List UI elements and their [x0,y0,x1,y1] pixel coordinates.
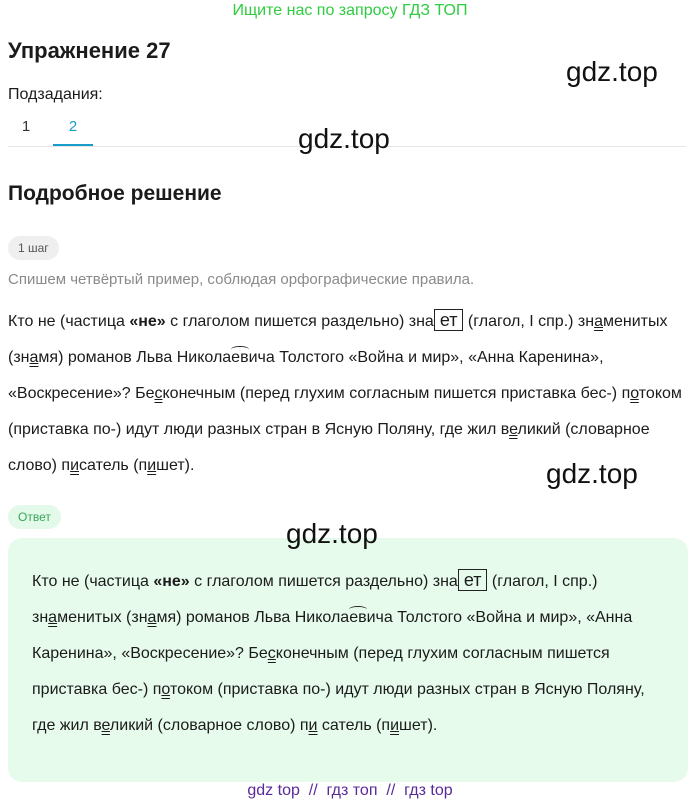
watermark: gdz.top [286,518,378,549]
underlined-letter: а [147,609,157,626]
text-part: током (приставка по-) идут люди разных стран в Ясную Поляну, где жил в [8,385,682,438]
exercise-title: Упражнение 27 [8,38,171,63]
underlined-letter: а [29,349,39,366]
step-badge: 1 шаг [8,236,59,260]
underlined-letter: е [101,717,110,734]
text-part: конечным (перед глухим согласным пишется приставка бес-) п [162,385,631,402]
watermark: gdz.top [546,458,638,489]
watermark: gdz.top [298,123,390,154]
search-banner: Ищите нас по запросу ГДЗ ТОП [232,2,468,19]
suffix-arc: ев [349,609,367,626]
tab-subtask-2[interactable]: 2 [68,118,78,135]
text-part: с глаголом пишется раздельно) зна [189,573,458,590]
text-part: конечным (перед глухим согласным пишется приставка бес-) п [32,645,610,698]
solution-title: Подробное решение [8,182,222,205]
underlined-letter: и [70,457,80,474]
suffix-arc: ев [231,349,249,366]
underlined-letter: и [308,717,318,734]
text-part: шет). [156,457,195,474]
text-part: шет). [399,717,438,734]
text-part: с глаголом пишется раздельно) зна [165,313,434,330]
underlined-letter: а [48,609,58,626]
tab-subtask-1[interactable]: 1 [21,118,31,135]
text-part: мя) романов Льва Никола [156,609,350,626]
text-part: ича Толстого «Война и мир», «Анна Каренина», «Воскресение»? Бе [8,349,604,402]
text-part: менитых (зн [8,313,668,366]
underlined-letter: е [509,421,518,438]
solution-note: Спишем четвёртый пример, соблюдая орфографические правила. [8,271,475,288]
ending-box: ет [458,569,488,591]
text-part: ича Толстого «Война и мир», «Анна Каренина», «Воскресение»? Бе [32,609,633,662]
text-part: Кто не (частица [32,573,154,590]
watermark: gdz.top [566,56,658,87]
text-bold: «не» [153,573,190,590]
text-part: мя) романов Льва Никола [38,349,232,366]
text-bold: «не» [129,313,166,330]
active-tab-indicator [53,144,93,146]
ending-box: ет [434,309,464,331]
text-part: сатель (п [317,717,391,734]
text-part: ликий (словарное слово) п [8,421,650,474]
text-part: менитых (зн [57,609,148,626]
subtasks-label: Подзадания: [8,86,103,103]
answer-box [8,538,688,782]
underlined-letter: и [147,457,157,474]
text-part: током (приставка по-) идут люди разных стран в Ясную Поляну, где жил в [32,681,645,734]
text-part: ликий (словарное слово) п [109,717,309,734]
underlined-letter: о [630,385,639,402]
answer-badge: Ответ [8,505,61,529]
underlined-letter: и [390,717,400,734]
footer-links: gdz top // гдз топ // гдз top [247,782,453,799]
text-part: Кто не (частица [8,313,130,330]
underlined-letter: с [267,645,276,662]
underlined-letter: о [161,681,170,698]
solution-text [8,302,692,484]
underlined-letter: с [154,385,163,402]
text-part: (глагол, I спр.) зн [463,313,595,330]
text-part: сатель (п [79,457,148,474]
underlined-letter: а [594,313,603,330]
answer-text [32,562,672,744]
text-part: (глагол, I спр.) зн [32,573,598,626]
